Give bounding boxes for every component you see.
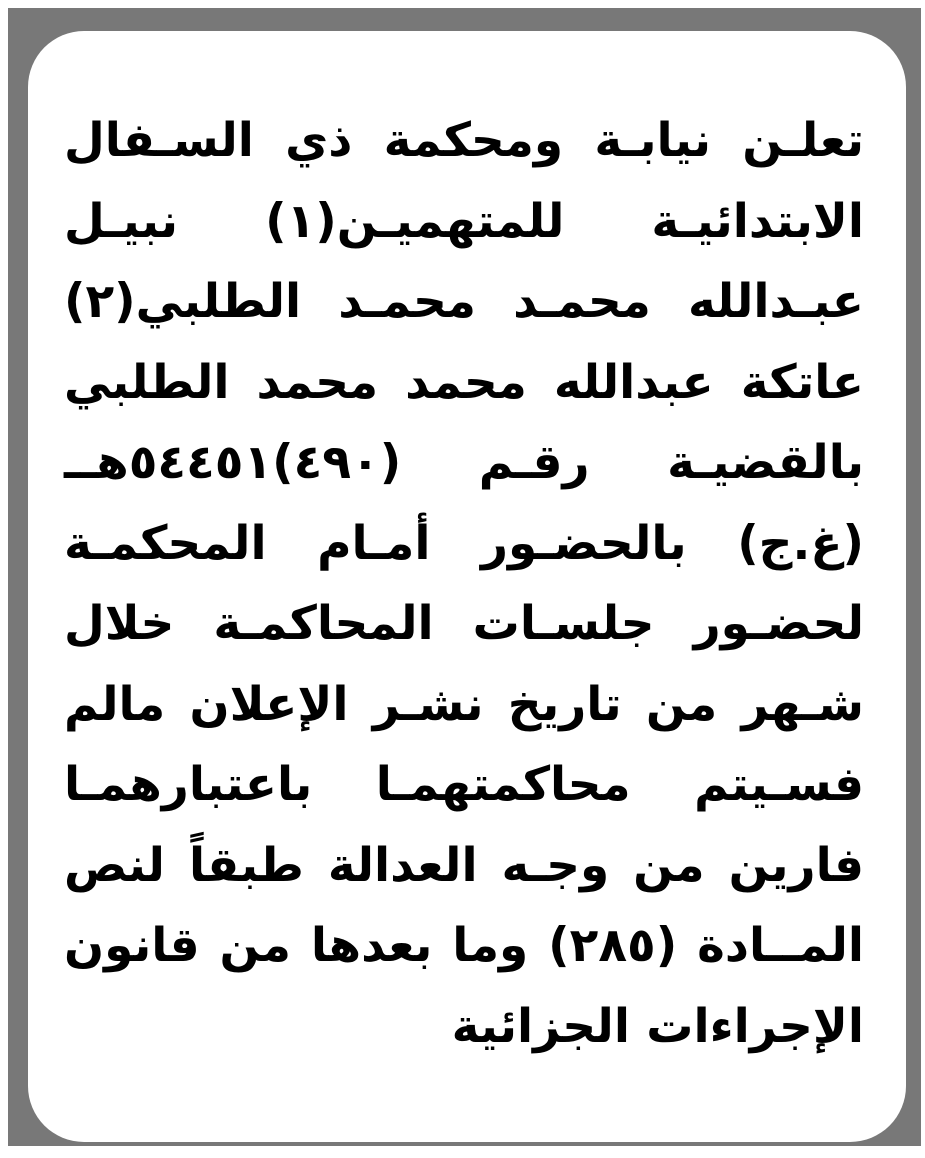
notice-line-5: بالقضيـة رقـم (٤٩٠)٥٤٤٥١هــ xyxy=(64,435,864,490)
notice-line-7: لحضـور جلسـات المحاكمـة خلال xyxy=(64,596,864,651)
notice-line-2: الابتدائيـة للمتهميـن(١) نبيـل xyxy=(64,193,864,249)
notice-line-4: عاتكة عبدالله محمد محمد الطلبي xyxy=(64,354,864,410)
notice-line-11: المــادة (٢٨٥) وما بعدها من قانون xyxy=(64,918,864,973)
notice-line-1: تعلـن نيابـة ومحكمة ذي السـفال xyxy=(64,113,864,168)
notice-border-frame xyxy=(8,8,921,1146)
notice-line-12: الإجراءات الجزائية xyxy=(451,998,864,1054)
notice-card xyxy=(28,31,906,1142)
notice-line-9: فسـيتم محاكمتهمـا باعتبارهمـا xyxy=(64,757,864,812)
notice-line-6: (غ.ج) بالحضـور أمـام المحكمـة xyxy=(64,515,864,571)
notice-line-8: شـهر من تاريخ نشـر الإعلان مالم xyxy=(64,676,864,732)
notice-line-10: فارين من وجـه العدالة طبقاً لنص xyxy=(64,837,864,893)
notice-line-3: عبـدالله محمـد محمـد الطلبي(٢) xyxy=(64,274,864,329)
notice-text xyxy=(64,101,864,1067)
